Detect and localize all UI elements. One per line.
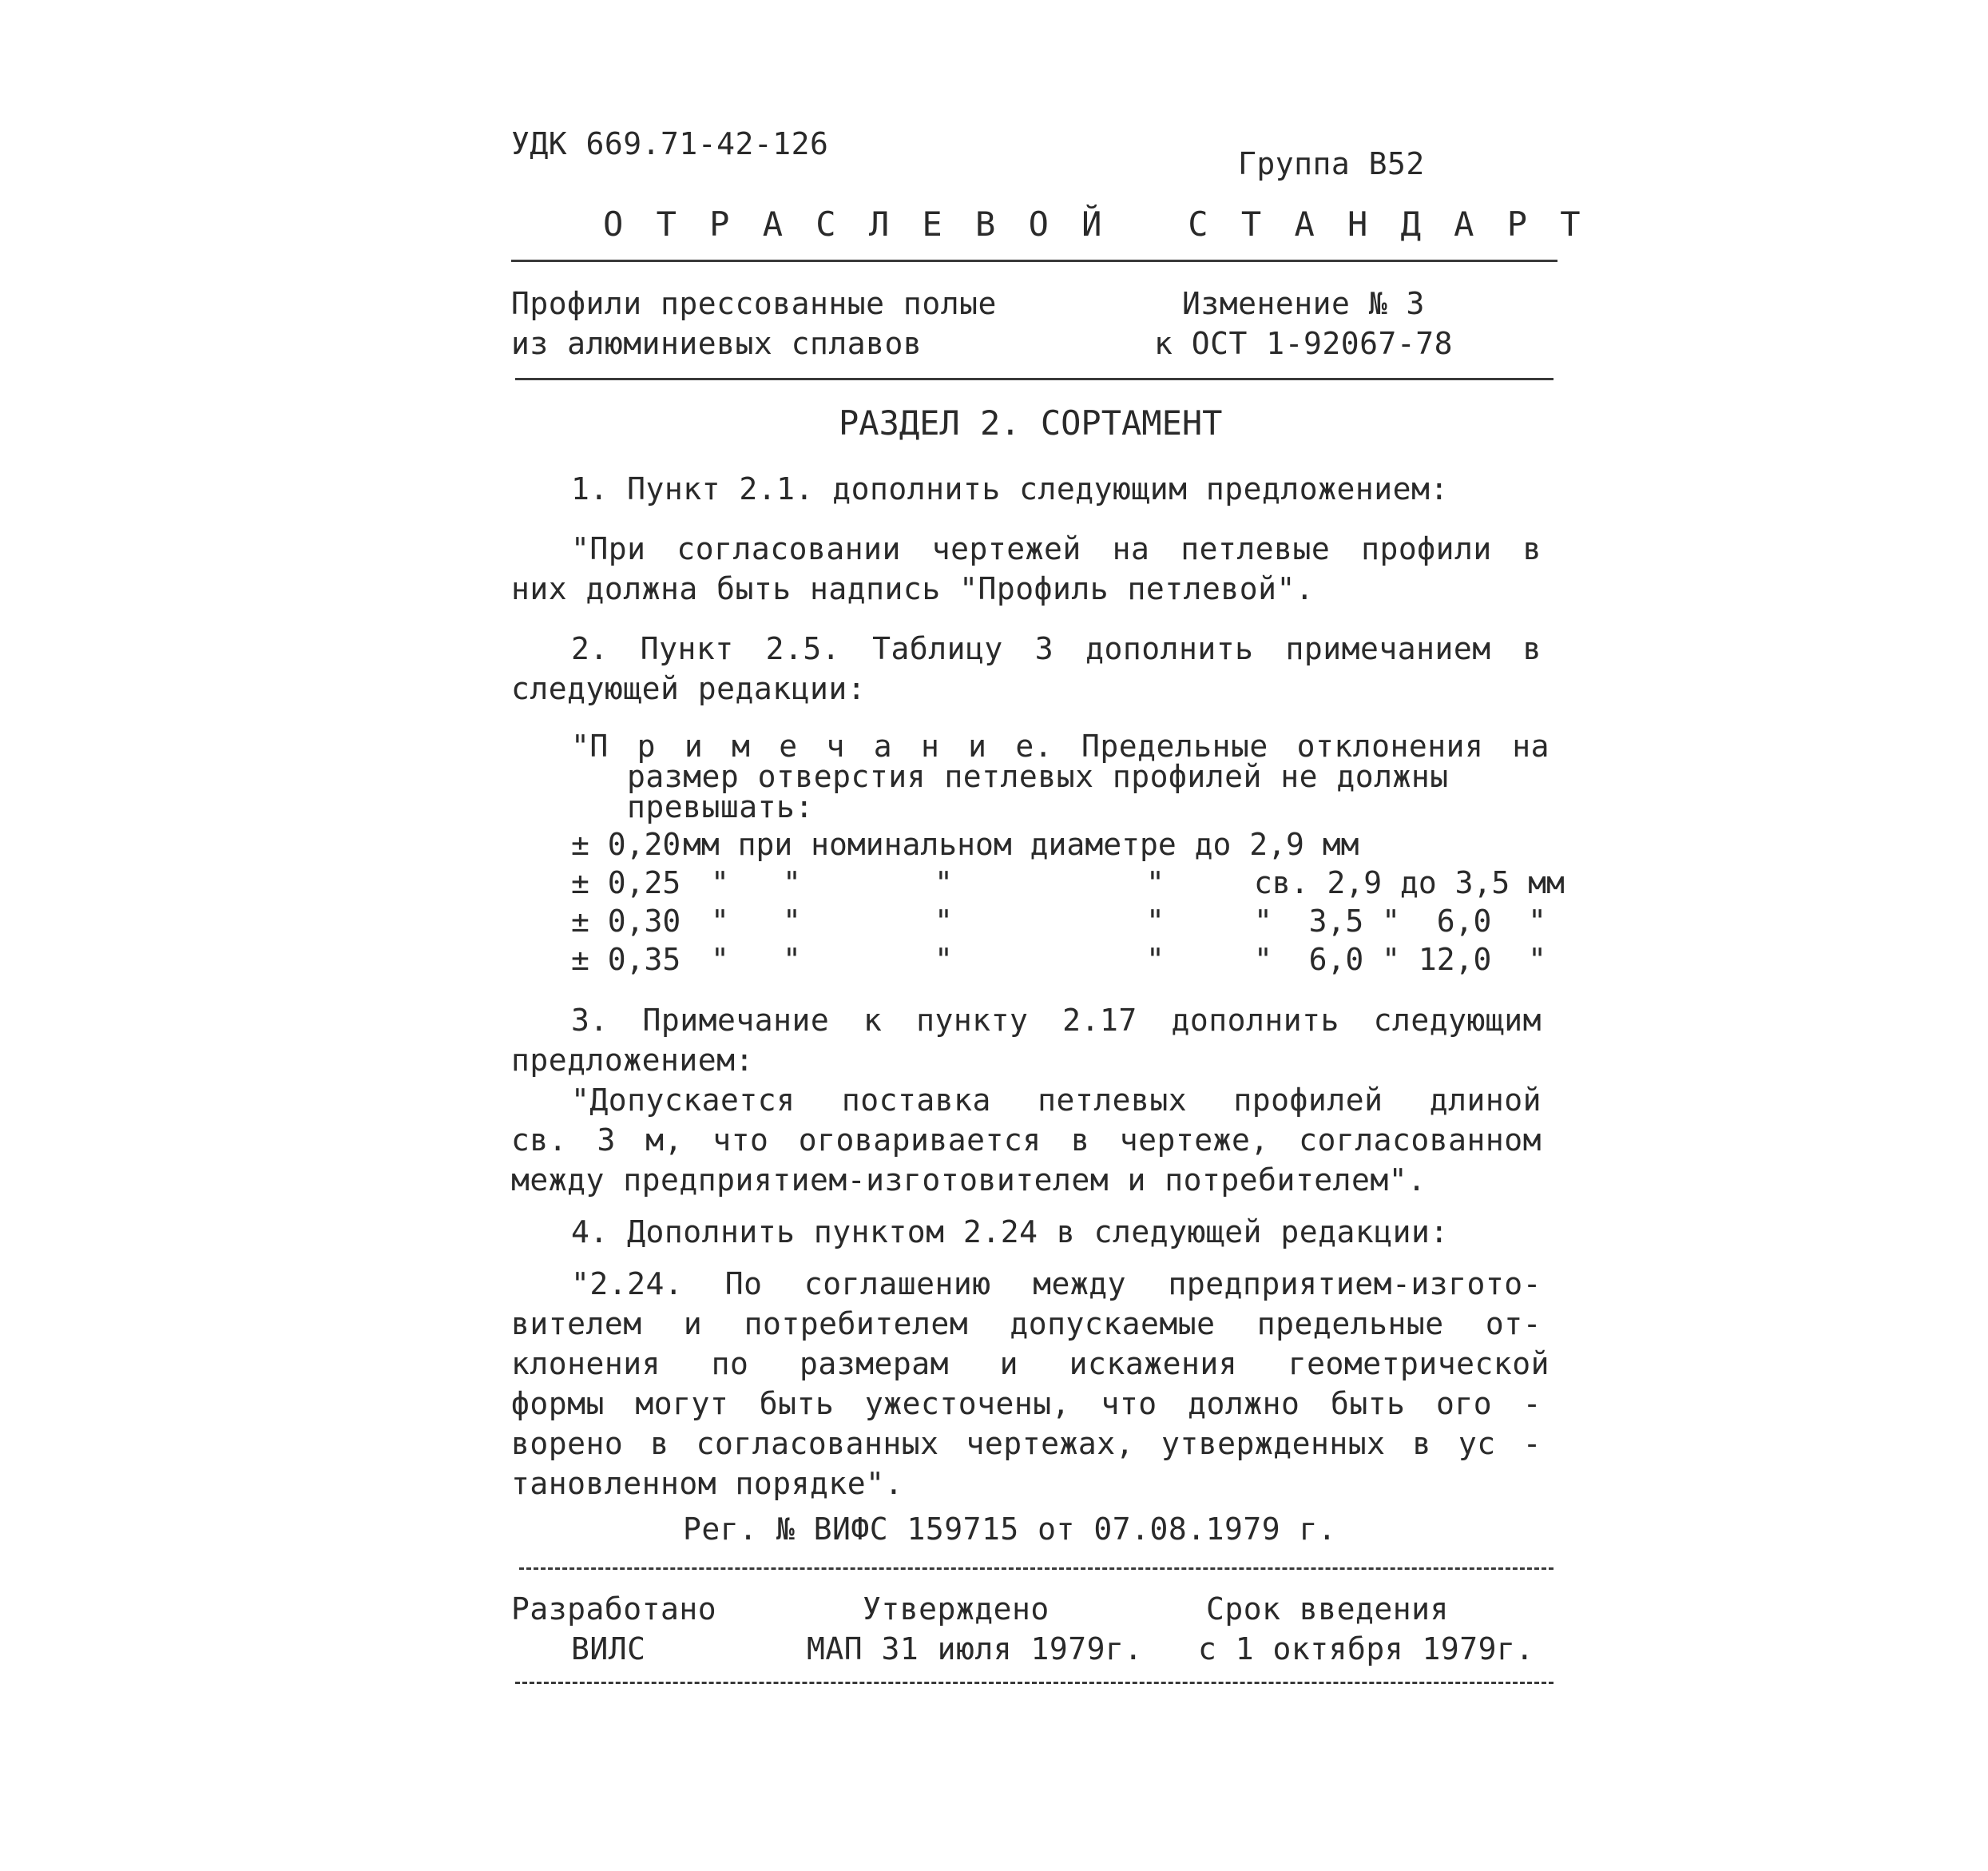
standard-title: О Т Р А С Л Е В О Й С Т А Н Д А Р Т <box>603 205 1587 244</box>
quote-1-line-2: них должна быть надпись "Профиль петлевой". <box>511 571 1315 606</box>
ditto-mark: " <box>1146 904 1165 939</box>
header-rule-top <box>511 260 1557 262</box>
quote-3-line-3: между предприятием-изготовителем и потребителем". <box>511 1162 1427 1198</box>
tolerance-range: св. 2,9 до 3,5 мм <box>1254 865 1565 900</box>
ditto-mark: " <box>783 865 801 900</box>
developed-value: ВИЛС <box>571 1631 646 1666</box>
tolerance-value: ± 0,20 <box>571 827 681 862</box>
note-line-3: превышать: <box>627 789 814 824</box>
subject-line-1: Профили прессованные полые <box>511 286 997 321</box>
ditto-mark: " <box>711 942 729 977</box>
change-reference: к ОСТ 1-92067-78 <box>1154 326 1454 361</box>
effective-label: Срок введения <box>1206 1591 1449 1627</box>
quote-4-line-1: "2.24. По соглашению между предприятием-изгото- <box>571 1266 1542 1301</box>
approved-label: Утверждено <box>863 1591 1050 1627</box>
ditto-mark: " <box>934 865 953 900</box>
header-rule-bottom <box>515 378 1553 380</box>
quote-3-line-1: "Допускается поставка петлевых профилей длиной <box>571 1082 1542 1118</box>
note-line-2: размер отверстия петлевых профилей не должны <box>627 759 1449 794</box>
item-3-line-1: 3. Примечание к пункту 2.17 дополнить следующим <box>571 1003 1542 1038</box>
ditto-mark: " <box>783 942 801 977</box>
tolerance-range: " 6,0 " 12,0 " <box>1254 942 1547 977</box>
registration-number: Рег. № ВИФС 159715 от 07.08.1979 г. <box>683 1511 1337 1547</box>
item-3-line-2: предложением: <box>511 1043 754 1078</box>
change-number: Изменение № 3 <box>1182 286 1425 321</box>
approved-value: МАП 31 июля 1979г. <box>807 1631 1143 1666</box>
quote-3-line-2: св. 3 м, что оговаривается в чертеже, согласованном <box>511 1122 1542 1158</box>
quote-4-line-3: клонения по размерам и искажения геометрической <box>511 1346 1550 1381</box>
item-2-line-2: следующей редакции: <box>511 671 867 706</box>
footer-rule-bottom <box>515 1682 1553 1684</box>
group-code: Группа В52 <box>1238 146 1425 181</box>
tolerance-row <box>571 942 1561 979</box>
ditto-mark: " <box>1146 865 1165 900</box>
tolerance-row <box>571 865 1565 902</box>
quote-4-line-2: вителем и потребителем допускаемые предельные от- <box>511 1306 1542 1341</box>
effective-value: с 1 октября 1979г. <box>1198 1631 1534 1666</box>
ditto-mark: " <box>934 904 953 939</box>
quote-1-line-1: "При согласовании чертежей на петлевые профили в <box>571 531 1542 566</box>
quote-4-line-5: ворено в согласованных чертежах, утвержденных в ус - <box>511 1426 1542 1461</box>
footer-rule-top <box>519 1567 1553 1570</box>
developed-label: Разработано <box>511 1591 717 1627</box>
ditto-mark: " <box>1146 942 1165 977</box>
note-line-1: "П р и м е ч а н и е. Предельные отклонения на <box>571 729 1550 764</box>
tolerance-range: " 3,5 " 6,0 " <box>1254 904 1547 939</box>
item-1: 1. Пункт 2.1. дополнить следующим предложением: <box>571 471 1449 506</box>
udk-code: УДК 669.71-42-126 <box>511 126 829 161</box>
tolerance-text: мм при номинальном диаметре до 2,9 мм <box>683 827 1359 862</box>
ditto-mark: " <box>783 904 801 939</box>
quote-4-line-4: формы могут быть ужесточены, что должно быть ого - <box>511 1386 1542 1421</box>
tolerance-value: ± 0,30 <box>571 904 681 939</box>
ditto-mark: " <box>934 942 953 977</box>
item-4: 4. Дополнить пунктом 2.24 в следующей редакции: <box>571 1214 1449 1249</box>
ditto-mark: " <box>711 904 729 939</box>
section-heading: РАЗДЕЛ 2. СОРТАМЕНТ <box>839 403 1223 443</box>
subject-line-2: из алюминиевых сплавов <box>511 326 923 361</box>
tolerance-value: ± 0,35 <box>571 942 681 977</box>
tolerance-value: ± 0,25 <box>571 865 681 900</box>
quote-4-line-6: тановленном порядке". <box>511 1466 903 1501</box>
tolerance-row <box>571 827 1561 864</box>
ditto-mark: " <box>711 865 729 900</box>
tolerance-row <box>571 904 1561 940</box>
item-2-line-1: 2. Пункт 2.5. Таблицу 3 дополнить примечанием в <box>571 631 1542 666</box>
